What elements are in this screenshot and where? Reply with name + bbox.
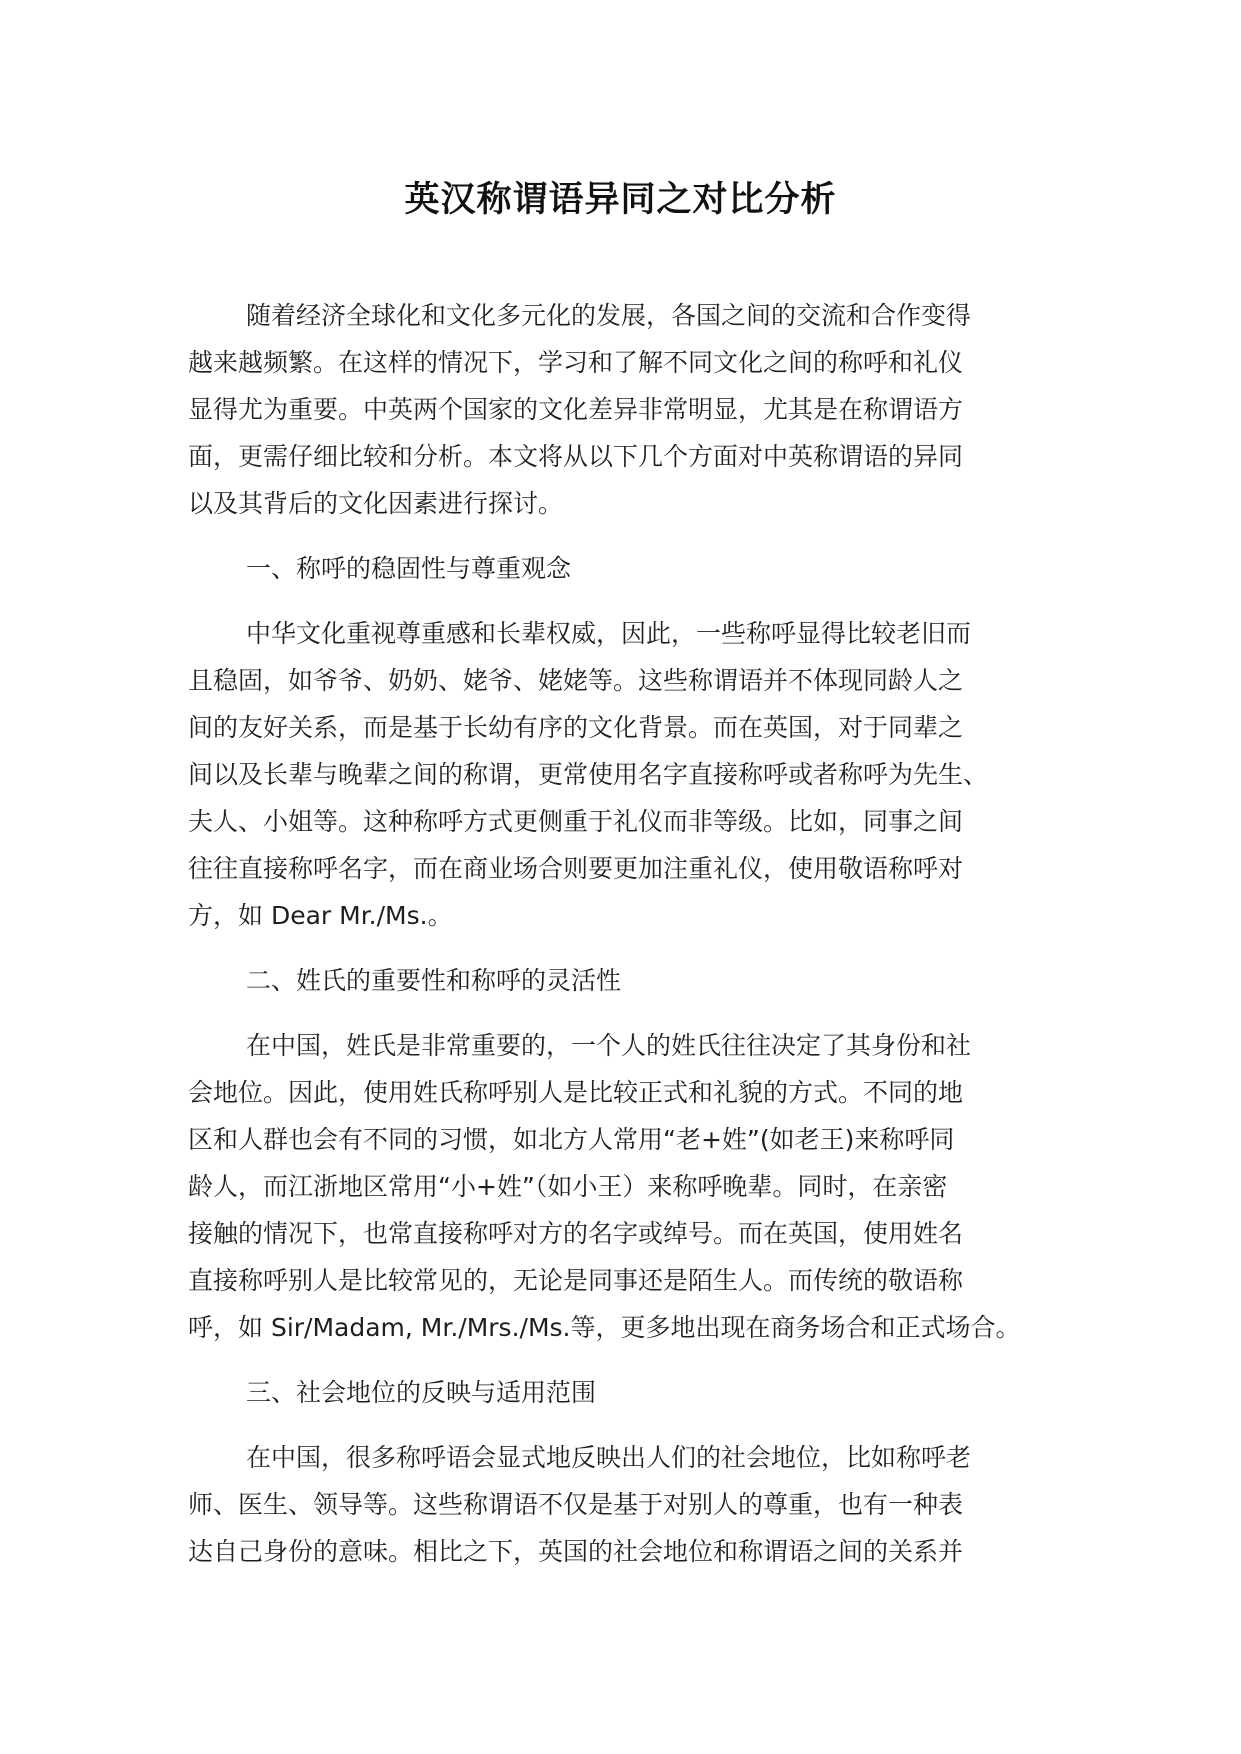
text-line: 呼，如 Sir/Madam, Mr./Mrs./Ms.等，更多地出现在商务场合和正式场合。 <box>188 1313 1021 1342</box>
heading-line: 三、社会地位的反映与适用范围 <box>246 1378 597 1407</box>
text-line: 中华文化重视尊重感和长辈权威，因此，一些称呼显得比较老旧而 <box>246 619 972 648</box>
text-line: 越来越频繁。在这样的情况下，学习和了解不同文化之间的称呼和礼仪 <box>188 348 964 377</box>
text-line: 师、医生、领导等。这些称谓语不仅是基于对别人的尊重，也有一种表 <box>188 1490 964 1519</box>
section-heading-1 <box>188 545 1068 592</box>
paragraph-section-1 <box>188 610 1068 939</box>
text-line: 夫人、小姐等。这种称呼方式更侧重于礼仪而非等级。比如，同事之间 <box>188 807 964 836</box>
text-line: 面，更需仔细比较和分析。本文将从以下几个方面对中英称谓语的异同 <box>188 442 964 471</box>
section-heading-3 <box>188 1369 1068 1416</box>
paragraph-section-2 <box>188 1022 1068 1351</box>
document-body <box>188 292 1068 1575</box>
text-line: 在中国，姓氏是非常重要的，一个人的姓氏往往决定了其身份和社 <box>246 1031 972 1060</box>
text-line: 龄人，而江浙地区常用“小+姓”（如小王）来称呼晚辈。同时，在亲密 <box>188 1172 948 1201</box>
text-line: 在中国，很多称呼语会显式地反映出人们的社会地位，比如称呼老 <box>246 1443 972 1472</box>
text-line: 直接称呼别人是比较常见的，无论是同事还是陌生人。而传统的敬语称 <box>188 1266 964 1295</box>
text-line: 会地位。因此，使用姓氏称呼别人是比较正式和礼貌的方式。不同的地 <box>188 1078 964 1107</box>
text-line: 接触的情况下，也常直接称呼对方的名字或绰号。而在英国，使用姓名 <box>188 1219 964 1248</box>
text-line: 随着经济全球化和文化多元化的发展，各国之间的交流和合作变得 <box>246 301 972 330</box>
heading-line: 一、称呼的稳固性与尊重观念 <box>246 554 572 583</box>
text-line: 往往直接称呼名字，而在商业场合则要更加注重礼仪，使用敬语称呼对 <box>188 854 964 883</box>
paragraph-intro <box>188 292 1068 527</box>
text-line: 以及其背后的文化因素进行探讨。 <box>188 489 564 518</box>
text-line: 间以及长辈与晚辈之间的称谓，更常使用名字直接称呼或者称呼为先生、 <box>188 760 989 789</box>
paragraph-section-3 <box>188 1434 1068 1575</box>
text-line: 间的友好关系，而是基于长幼有序的文化背景。而在英国，对于同辈之 <box>188 713 964 742</box>
heading-line: 二、姓氏的重要性和称呼的灵活性 <box>246 966 622 995</box>
text-line: 且稳固，如爷爷、奶奶、姥爷、姥姥等。这些称谓语并不体现同龄人之 <box>188 666 964 695</box>
text-line: 达自己身份的意味。相比之下，英国的社会地位和称谓语之间的关系并 <box>188 1537 964 1566</box>
text-line: 方，如 Dear Mr./Ms.。 <box>188 901 453 930</box>
document-title: 英汉称谓语异同之对比分析 <box>404 180 837 220</box>
text-line: 显得尤为重要。中英两个国家的文化差异非常明显，尤其是在称谓语方 <box>188 395 964 424</box>
section-heading-2 <box>188 957 1068 1004</box>
text-line: 区和人群也会有不同的习惯，如北方人常用“老+姓”(如老王)来称呼同 <box>188 1125 955 1154</box>
